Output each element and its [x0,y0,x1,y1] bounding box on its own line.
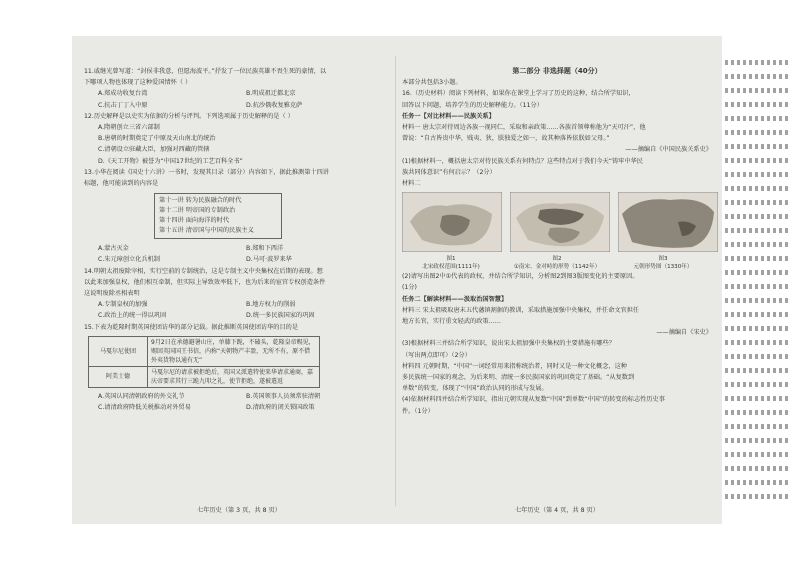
q13-option-c: C.朱元璋创立化兵机制 [98,256,160,264]
map-note-1: 北宋政权范围(1111年) [422,264,480,271]
task2-title: 任务二【解读材料——汲取治国智慧】 [402,295,508,303]
material1-source: ——摘编自《中国民族关系史》 [625,146,712,154]
song-jin-map-icon [510,192,610,252]
map-figures [402,192,712,252]
q11-stem-2: 下哪项人物也体现了这种爱国情怀（ ） [84,79,192,87]
q15-options-row2 [84,402,394,413]
q13-stem-1: 13.小华在阅读《国史十六讲》一书时，发现其目录（部分）内容如下，据此推测第十四讲 [84,168,329,176]
map-figure-2 [510,192,610,252]
q12-option-b: B.唐朝的时期奠定了中原及天山南北的统治 [98,135,216,143]
material3-line-2: 地方长官，实行重文轻武的政策…… [402,318,501,326]
material1-line-2: 曾说：“自古皆贵中华，贱夷、狄，朕独爱之如一，故其种落皆依朕如父母。” [402,135,610,143]
q15-stem: 15.下表为乾隆时期英国使团访华的部分记载。据此推断英国使团访华的目的是 [84,323,299,331]
q11-option-b: B.明成祖迁都北京 [246,90,296,98]
q16-stem-1: 16.（历史材料）阅读下列材料，如果你在课堂上学习了历史的这种，结合所学知识， [402,90,635,98]
table-row-head: 马戛尔尼使团 [89,336,148,366]
table-row-text: 马戛尔尼的请求被拒绝后，英国又派遣特使来华请求通商，嘉庆帝要求其行三跪九叩之礼，使节拒绝，遂被遣返 [148,366,320,387]
map-figure-1 [402,192,502,252]
q11-options-row1 [84,88,394,99]
q13-options-row2 [84,254,394,265]
q15-table [88,336,320,388]
right-page [402,66,712,516]
map-caption-1: 图1 [446,256,456,263]
q14-option-c: C.政治上的统一得以巩固 [98,312,167,320]
section-title: 第二部分 非选择题（40分） [512,67,602,75]
map-note-3: 元朝形势图（1330年） [633,264,693,271]
material4-line-3: 单数”的转变，体现了“中国”政治认同的形成与发展。 [402,385,548,393]
q12-option-a: A.隋朝创立三省六部制 [98,124,160,132]
q13-option-a: A.蒙古灭金 [98,245,129,253]
q1-line-2: 族共同体意识”有何启示？（2分） [402,168,496,176]
q13-option-b: B.郑和下西洋 [246,245,284,253]
q1-line-1: (1)根据材料一，概括唐太宗对待民族关系有何特点？这些特点对于我们今天“铸牢中华民 [402,157,643,165]
left-page-footer: 七年历史（第 3 页，共 8 页） [197,506,281,514]
table-row-text: 9月2日在承德避暑山庄，单膝下跪，不磕头，乾隆皇帝赐见，赐回英国国王书信，内称“天朝物产丰盈，无所不有，原不借外夷货物以通有无” [148,336,320,366]
contents-line: 第十四讲 面向海洋的时代 [159,217,230,225]
q16-stem-2: 回答以下问题，培养学生的历史解释能力。（11分） [402,101,543,109]
q13-contents-box [154,193,282,239]
q14-option-a: A.专制皇权的加强 [98,301,148,309]
right-page-footer: 七年历史（第 4 页，共 8 页） [515,506,599,514]
page-fold [395,56,396,506]
table-row [89,366,320,387]
table-row [89,336,320,366]
q14-stem-3: 这说明废除丞相表明 [84,290,140,298]
map-caption-2: 图2 [552,256,562,263]
q4-line-2: 件。（1分） [402,407,434,415]
q12-option-d: D.《天工开物》被誉为“中国17世纪的工艺百科全书” [98,157,243,165]
left-page [84,66,394,516]
contents-line: 第十一讲 转为民族融合的时代 [159,197,242,205]
q14-options-row1 [84,299,394,310]
northern-song-map-icon [402,192,502,252]
q14-stem-2: 以此来加强皇权，他们相互牵制，但实际上导致效率低下，也为后来的宦官专权创造条件 [84,278,326,286]
material3-source: ——摘编自《宋史》 [656,329,712,337]
material2-label: 材料二 [402,180,421,188]
material4-line-2: 多民族统一国家的观念，为后来明、清统一多民族国家的巩固奠定了基础。“从复数到 [402,374,635,382]
q3-line-2: （写出两点即可）（2分） [402,351,471,359]
q11-options-row2 [84,100,394,111]
q2-line-1: (2)请写出图2中①代表的政权，并结合所学知识，分析图2到图3版图变化的主要原因。 [402,273,639,281]
map-figure-3 [618,192,718,252]
q14-option-d: D.统一多民族国家的巩固 [246,312,315,320]
q15-option-d: D.清政府的闭关锁国政策 [246,404,315,412]
q12-stem: 12.历史解释是以史实为依据的分析与评判。下列选项属于历史解释的是（ ） [84,112,294,120]
scanned-exam-photo [72,36,722,524]
q15-option-a: A.英国认同清朝政府的外交礼节 [98,392,185,400]
contents-line: 第十二讲 明帝国的专制政治 [159,207,236,215]
q12-option-c: C.清朝设立驻藏大臣，加强对西藏的管辖 [98,146,210,154]
q4-line-1: (4)依据材料四并结合所学知识，指出元朝实现从复数“中国”到单数“中国”的转变的标志性历史事 [402,396,665,404]
q2-line-2: (1分) [402,284,417,292]
q14-stem-1: 14.明朝太祖废除宰相，实行空前的专制统治，这是专制主义中央集权在后期的表现。想 [84,267,323,275]
q11-stem-1: 11.戚继光曾写道：“封侯非我意，但愿海波平。”抒发了一位民族英雄不畏生死的豪情，以 [84,68,327,75]
map-note-2: ①南宋、金对峙的形势（1142年） [513,264,601,271]
task1-title: 任务一【对比材料——民族关系】 [402,112,495,120]
q11-option-d: D.抗沙俄收复雅克萨 [246,101,303,109]
map-captions [402,255,712,263]
q13-options-row1 [84,243,394,254]
map-notes [402,263,712,271]
q13-stem-2: 标题，他可能读到的内容是 [84,180,159,188]
page-edge-strip [725,60,791,530]
material3-line-1: 材料三 宋太祖吸取唐末五代藩镇割据的教训，采取措施加强中央集权，并任命文官担任 [402,306,640,314]
yuan-map-icon [618,192,718,252]
table-row-head: 阿美士德 [89,366,148,387]
q11-option-a: A.郑成功收复台湾 [98,90,148,98]
q3-line-1: (3)根据材料三并结合所学知识，说出宋太祖加强中央集权的主要措施有哪些？ [402,340,615,348]
q15-option-b: B.英国领事人员须常驻清朝 [246,392,321,400]
q11-option-c: C.抗击丁丁入中原 [98,101,148,109]
contents-line: 第十五讲 清帝国与中国的民族主义 [159,227,254,235]
q14-options-row2 [84,310,394,321]
q13-option-d: D.马可·波罗来华 [246,256,292,264]
section-intro: 本部分共包括3小题。 [402,79,462,87]
q14-option-b: B.地方权力的削弱 [246,301,296,309]
material1-line-1: 材料一 唐太宗对待周边各族一视同仁，采取和亲政策……各族首领尊称他为“天可汗”，他 [402,124,646,132]
q15-options-row1 [84,391,394,402]
map-caption-3: 图3 [658,256,668,263]
material4-line-1: 材料四 元朝时期，“中国”一词经常用来指称统治者，同时又是一种文化概念，这种 [402,362,627,370]
q15-option-c: C.请清政府降低关税推动对外贸易 [98,404,191,412]
